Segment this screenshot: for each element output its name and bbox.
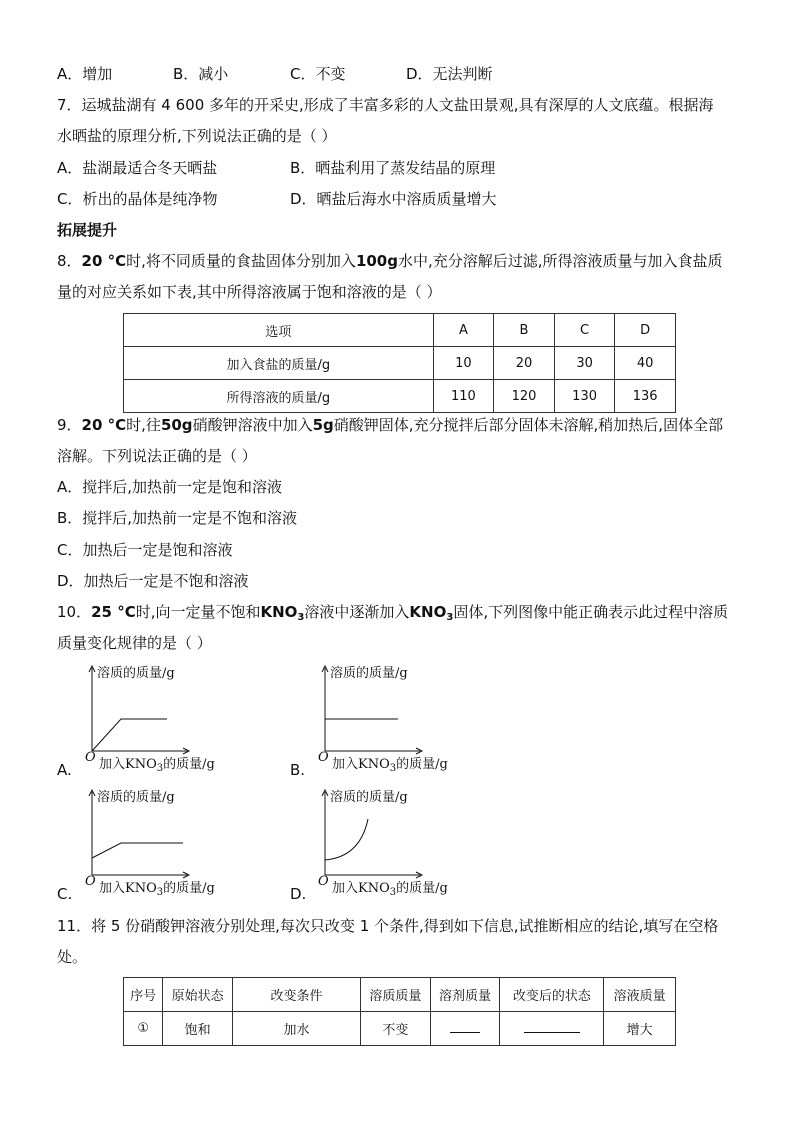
q6-option-b: B．减小: [173, 65, 229, 83]
q11-cell-original: 饱和: [163, 1012, 233, 1046]
q8-text2: 水中,充分溶解后过滤,所得溶液质量与加入食盐质: [398, 252, 723, 270]
q11-header-state: 改变后的状态: [500, 978, 604, 1012]
data-curve: [92, 843, 183, 858]
q7-option-a: A．盐湖最适合冬天晒盐: [57, 159, 218, 177]
q11-header-original: 原始状态: [163, 978, 233, 1012]
q8-temperature: 20 °C: [81, 252, 127, 270]
q10-chem1: $KNO_3$: [260, 603, 305, 623]
x-axis-label: 加入$KNO_3$的质量/g: [332, 881, 448, 898]
x-axis-label: 加入$KNO_3$的质量/g: [99, 881, 215, 898]
q8-header-d: D: [615, 314, 676, 347]
q10-text2: 溶液中逐渐加入: [304, 603, 410, 621]
q8-table: [123, 313, 676, 413]
table-row: [124, 978, 676, 1012]
q11-cell-state-blank[interactable]: [500, 1012, 604, 1046]
origin-label: O: [318, 750, 329, 765]
q8-cell: 136: [615, 380, 676, 413]
q9-option-a: A．搅拌后,加热前一定是饱和溶液: [57, 478, 283, 496]
y-axis-label: 溶质的质量/g: [97, 790, 175, 805]
q10-temperature: 25 °C: [91, 603, 136, 621]
table-row: [124, 347, 676, 380]
graph-letter: C.: [57, 885, 73, 903]
q8-cell: 加入食盐的质量/g: [124, 347, 434, 380]
q7-stem-line1: 7．运城盐湖有 4 600 多年的开采史,形成了丰富多彩的人文盐田景观,具有深厚的人文底蕴。根据海: [57, 96, 714, 114]
q9-temperature: 20 °C: [81, 416, 127, 434]
q10-text3: 固体,下列图像中能正确表示此过程中溶质: [453, 603, 729, 621]
q11-header-solvent: 溶剂质量: [430, 978, 500, 1012]
section-title: 拓展提升: [57, 221, 118, 239]
y-axis-label: 溶质的质量/g: [330, 666, 408, 681]
y-axis-label: 溶质的质量/g: [330, 790, 408, 805]
origin-label: O: [85, 750, 96, 765]
q8-mass: 100g: [355, 252, 398, 270]
q6-option-d: D．无法判断: [406, 65, 493, 83]
q8-header-c: C: [554, 314, 615, 347]
q9-mass2: 5g: [312, 416, 334, 434]
q11-cell-condition: 加水: [232, 1012, 360, 1046]
table-row: [124, 380, 676, 413]
q8-cell: 10: [433, 347, 494, 380]
data-curve: [92, 719, 167, 751]
q8-header-b: B: [494, 314, 555, 347]
q10-stem-line2: 质量变化规律的是（ ）: [57, 634, 212, 652]
graph-letter: A.: [57, 761, 72, 779]
q11-stem-line2: 处。: [57, 948, 88, 966]
q10-stem-line1: [57, 601, 728, 623]
graph-a: [57, 662, 257, 779]
q8-cell: 30: [554, 347, 615, 380]
q8-cell: 20: [494, 347, 555, 380]
q9-option-b: B．搅拌后,加热前一定是不饱和溶液: [57, 509, 298, 527]
q9-option-d: D．加热后一定是不饱和溶液: [57, 572, 249, 590]
graph-b: [290, 662, 490, 779]
answer-blank[interactable]: [524, 1020, 580, 1033]
q8-stem-line2: 量的对应关系如下表,其中所得溶液属于饱和溶液的是（ ）: [57, 283, 442, 301]
q6-option-c: C．不变: [290, 65, 346, 83]
q9-number: 9．: [57, 416, 82, 434]
x-axis-label: 加入$KNO_3$的质量/g: [332, 757, 448, 774]
q9-text2: 硝酸钾溶液中加入: [192, 416, 313, 434]
q8-header-a: A: [433, 314, 494, 347]
q9-stem-line2: 溶解。下列说法正确的是（ ）: [57, 447, 257, 465]
y-axis-label: 溶质的质量/g: [97, 666, 175, 681]
q10-number: 10．: [57, 603, 92, 621]
q11-cell-solvent-blank[interactable]: [430, 1012, 500, 1046]
q8-cell: 120: [494, 380, 555, 413]
data-curve: [325, 819, 368, 860]
q7-option-d: D．晒盐后海水中溶质质量增大: [290, 190, 497, 208]
q7-stem-line2: 水晒盐的原理分析,下列说法正确的是（ ）: [57, 127, 337, 145]
q11-header-condition: 改变条件: [232, 978, 360, 1012]
q10-text1: 时,向一定量不饱和: [135, 603, 261, 621]
x-axis-label: 加入$KNO_3$的质量/g: [99, 757, 215, 774]
q8-header-option: 选项: [124, 314, 434, 347]
origin-label: O: [85, 874, 96, 889]
answer-blank[interactable]: [450, 1020, 480, 1033]
q7-option-c: C．析出的晶体是纯净物: [57, 190, 218, 208]
q9-text3: 硝酸钾固体,充分搅拌后部分固体未溶解,稍加热后,固体全部: [333, 416, 724, 434]
q8-cell: 110: [433, 380, 494, 413]
q9-mass1: 50g: [160, 416, 193, 434]
q10-chem2: $KNO_3$: [409, 603, 454, 623]
q9-option-c: C．加热后一定是饱和溶液: [57, 541, 233, 559]
table-row: [124, 1012, 676, 1046]
q11-cell-index: ①: [124, 1012, 163, 1046]
graph-letter: D.: [290, 885, 307, 903]
q11-cell-solution: 增大: [604, 1012, 676, 1046]
q8-text1: 时,将不同质量的食盐固体分别加入: [126, 252, 356, 270]
graph-c: [57, 786, 257, 903]
graph-letter: B.: [290, 761, 306, 779]
q9-stem-line1: [57, 414, 723, 436]
origin-label: O: [318, 874, 329, 889]
q6-option-a: A．增加: [57, 65, 113, 83]
q7-option-b: B．晒盐利用了蒸发结晶的原理: [290, 159, 496, 177]
q11-table: [123, 977, 676, 1046]
q8-cell: 130: [554, 380, 615, 413]
q11-header-solute: 溶质质量: [361, 978, 431, 1012]
q8-cell: 40: [615, 347, 676, 380]
q8-cell: 所得溶液的质量/g: [124, 380, 434, 413]
graph-d: [290, 786, 490, 903]
q11-header-solution: 溶液质量: [604, 978, 676, 1012]
q11-cell-solute: 不变: [361, 1012, 431, 1046]
q8-number: 8．: [57, 252, 82, 270]
q9-text1: 时,往: [126, 416, 161, 434]
q11-header-index: 序号: [124, 978, 163, 1012]
q11-stem-line1: 11．将 5 份硝酸钾溶液分别处理,每次只改变 1 个条件,得到如下信息,试推断相应的结论,填写在空格: [57, 917, 719, 935]
q8-stem-line1: [57, 250, 723, 272]
table-row: [124, 314, 676, 347]
